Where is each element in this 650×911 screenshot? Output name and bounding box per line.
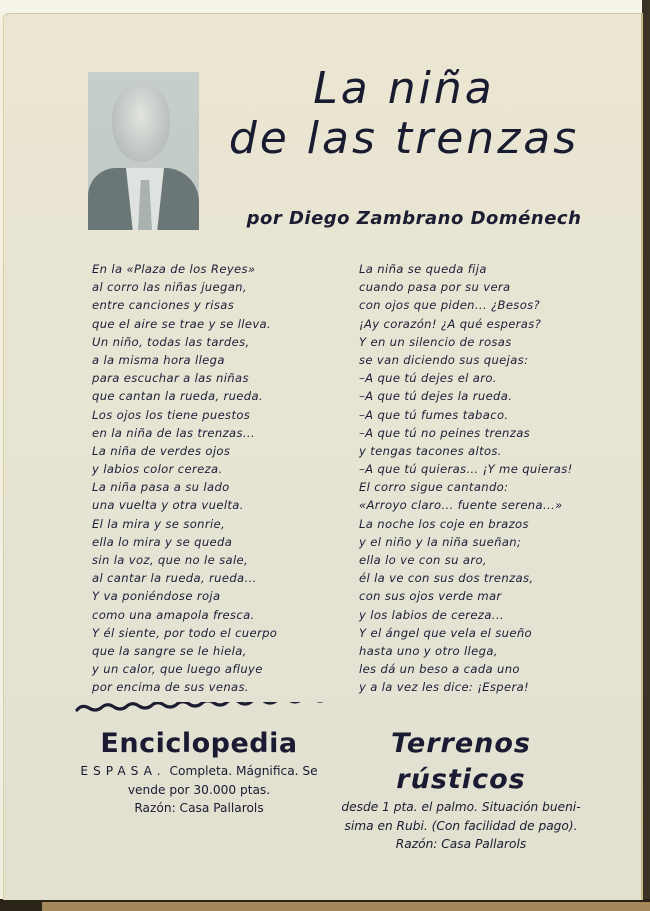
ad-line: Razón: Casa Pallarols: [134, 801, 264, 815]
poem-line: –A que tú fumes tabaco.: [359, 407, 509, 422]
title-line-2: de las trenzas: [228, 113, 580, 164]
poem-left-column: [92, 260, 277, 697]
poem-line: y a la vez les dice: ¡Espera!: [359, 680, 530, 695]
scan-background-surface: [42, 902, 650, 911]
poem-line: El la mira y se sonrie,: [92, 516, 226, 531]
ad-line: sima en Rubi. (Con facilidad de pago).: [344, 818, 578, 833]
poem-line: Y él siente, por todo el cuerpo: [92, 625, 278, 640]
poem-line: ¡Ay corazón! ¿A qué esperas?: [359, 316, 542, 331]
ad-text: Completa. Mágnifica. Se: [169, 764, 318, 778]
ad-title: Terrenos rústicos: [390, 728, 532, 795]
ad-title: Enciclopedia: [100, 728, 298, 759]
magazine-page: [3, 13, 643, 900]
poem-line: por encima de sus venas.: [92, 680, 249, 695]
poem-line: sin la voz, que no le sale,: [92, 553, 249, 567]
poem-line: Los ojos los tiene puestos: [92, 407, 251, 422]
poem-line: al cantar la rueda, rueda...: [92, 571, 257, 586]
ad-line: vende por 30.000 ptas.: [127, 782, 271, 797]
poem-line: Y va poniéndose roja: [92, 589, 221, 604]
author-photo: [88, 72, 199, 230]
ad-line: desde 1 pta. el palmo. Situación bueni-: [341, 800, 581, 814]
ad-terrenos-rusticos: [326, 726, 596, 854]
scan-background-top: [0, 0, 650, 14]
poem-line: se van diciendo sus quejas:: [359, 352, 529, 367]
decorative-wave-divider: [75, 702, 580, 718]
ad-enciclopedia: [64, 726, 334, 818]
poem-line: que la sangre se le hiela,: [92, 643, 247, 658]
poem-line: La niña pasa a su lado: [92, 480, 230, 495]
poem-line: cuando pasa por su vera: [359, 280, 511, 295]
poem-line: ella lo ve con su aro,: [359, 553, 487, 567]
poem-line: y un calor, que luego afluye: [92, 662, 263, 677]
poem-line: con sus ojos verde mar: [359, 589, 502, 604]
poem-line: les dá un beso a cada uno: [359, 662, 520, 677]
poem-line: La niña se queda fija: [359, 262, 487, 276]
poem-line: como una amapola fresca.: [92, 607, 255, 622]
poem-line: y los labios de cereza...: [359, 607, 504, 622]
poem-line: –A que tú quieras... ¡Y me quieras!: [359, 462, 573, 477]
portrait-head: [112, 84, 170, 162]
poem-line: para escuchar a las niñas: [92, 371, 249, 386]
poem-line: y labios color cereza.: [92, 462, 223, 477]
poem-line: Y el ángel que vela el sueño: [359, 625, 532, 640]
poem-line: al corro las niñas juegan,: [92, 280, 247, 295]
ad-brand: ESPASA.: [80, 764, 166, 778]
ad-line: Razón: Casa Pallarols: [395, 837, 527, 851]
poem-line: hasta uno y otro llega,: [359, 643, 498, 658]
poem-line: a la misma hora llega: [92, 352, 225, 367]
poem-line: –A que tú no peines trenzas: [359, 425, 531, 440]
poem-line: Y en un silencio de rosas: [359, 334, 512, 349]
title-line-1: La niña: [313, 63, 495, 114]
poem-line: En la «Plaza de los Reyes»: [92, 262, 256, 276]
poem-line: entre canciones y risas: [92, 298, 235, 313]
poem-line: «Arroyo claro... fuente serena...»: [359, 498, 563, 513]
poem-line: que cantan la rueda, rueda.: [92, 389, 263, 404]
poem-line: Un niño, todas las tardes,: [92, 334, 250, 349]
poem-line: La noche los coje en brazos: [359, 516, 529, 531]
poem-line: y tengas tacones altos.: [359, 443, 502, 458]
poem-line: –A que tú dejes la rueda.: [359, 389, 513, 404]
poem-line: ella lo mira y se queda: [92, 534, 233, 549]
article-title: [214, 64, 594, 164]
ad-line: [64, 762, 334, 781]
poem-line: con ojos que piden... ¿Besos?: [359, 298, 541, 313]
poem-line: en la niña de las trenzas...: [92, 425, 255, 440]
poem-line: El corro sigue cantando:: [359, 480, 509, 495]
scan-background-right: [642, 0, 650, 911]
poem-line: una vuelta y otra vuelta.: [92, 498, 244, 513]
poem-right-column: [359, 260, 573, 697]
poem-line: La niña de verdes ojos: [92, 443, 231, 458]
article-byline: por Diego Zambrano Doménech: [246, 208, 582, 229]
poem-line: que el aire se trae y se lleva.: [92, 316, 272, 331]
poem-line: y el niño y la niña sueñan;: [359, 534, 522, 549]
poem-line: él la ve con sus dos trenzas,: [359, 571, 534, 586]
poem-line: –A que tú dejes el aro.: [359, 371, 497, 386]
